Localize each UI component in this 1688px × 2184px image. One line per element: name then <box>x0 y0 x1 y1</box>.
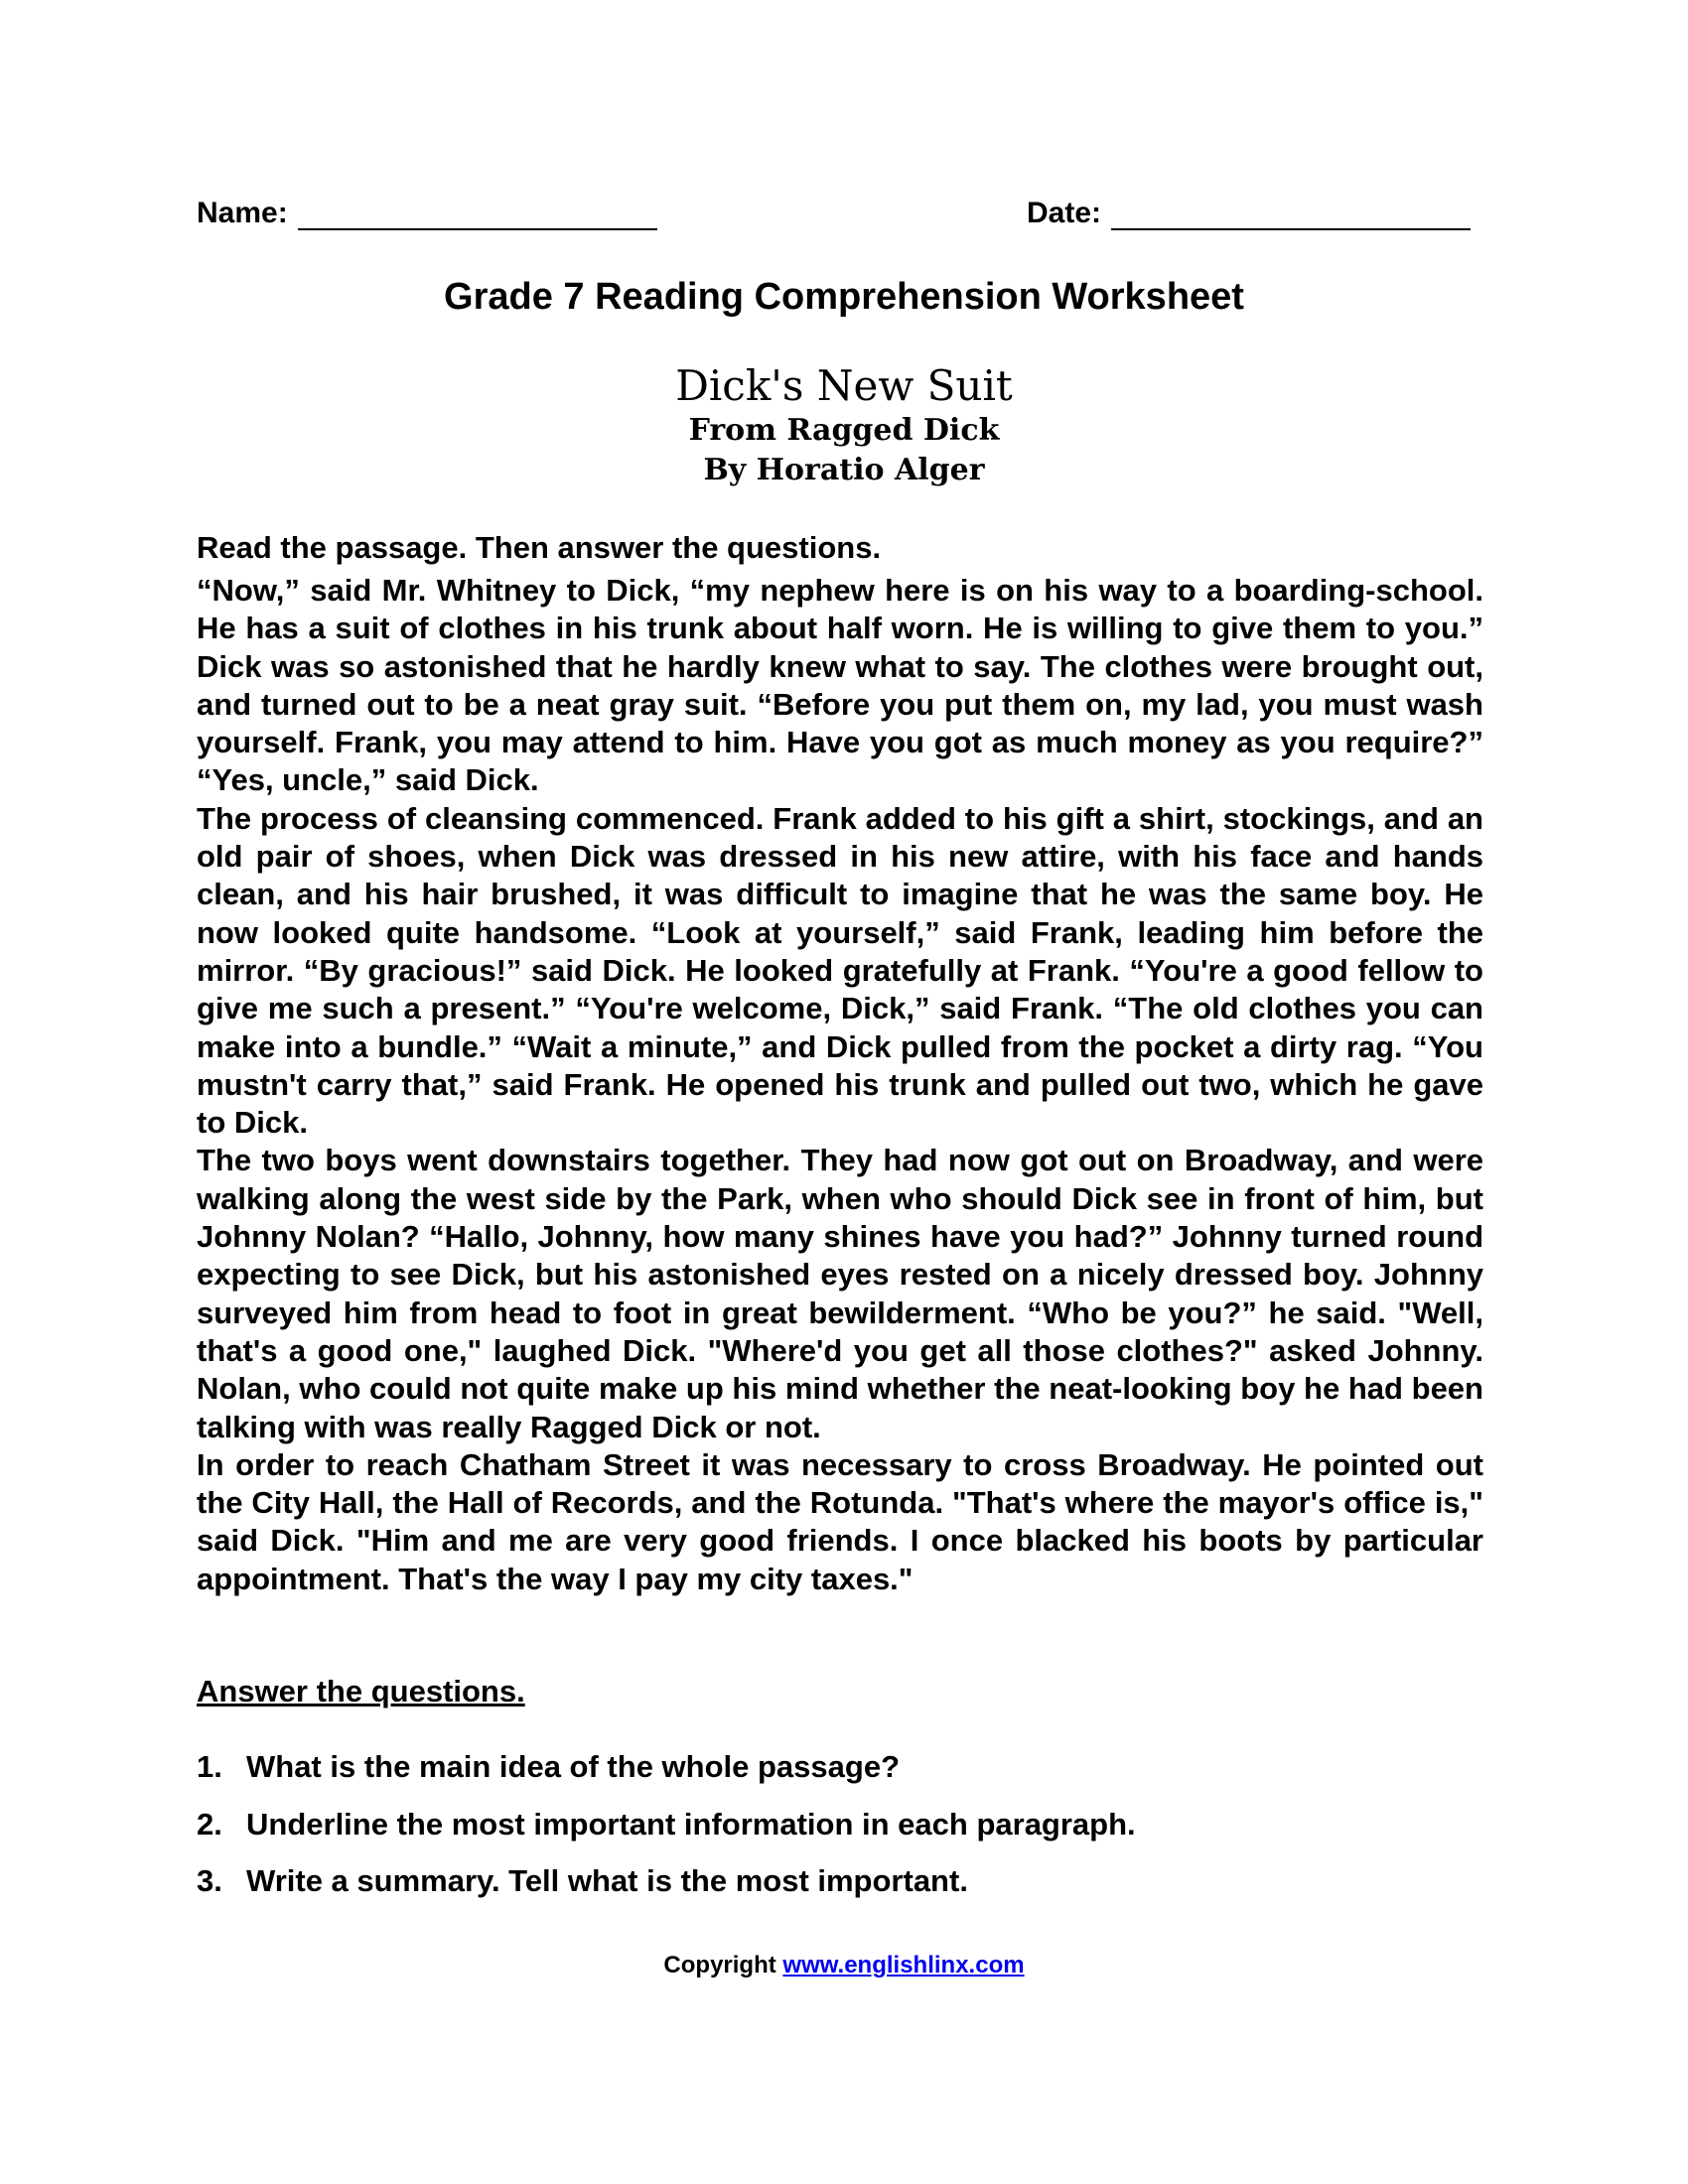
answer-heading: Answer the questions. <box>197 1674 525 1708</box>
name-field <box>197 197 657 230</box>
passage-paragraph: In order to reach Chatham Street it was necessary to cross Broadway. He pointed out the City Hall, the Hall of Records, and the Rotunda. "That's where the mayor's office is," said Dick. "Him and me are very good friends. I once blacked his boots by particular appointment. That's the way I pay my city taxes." <box>197 1446 1483 1596</box>
story-source: From Ragged Dick <box>688 413 1000 448</box>
date-blank-line <box>1111 199 1471 230</box>
date-label: Date: <box>1027 197 1102 229</box>
question-item <box>197 1863 1136 1921</box>
question-item <box>197 1749 1136 1807</box>
question-number: 3. <box>197 1863 222 1898</box>
story-author: By Horatio Alger <box>703 453 985 487</box>
story-title: Dick's New Suit <box>675 361 1013 410</box>
question-text: What is the main idea of the whole passage? <box>246 1749 901 1784</box>
copyright-link[interactable]: www.englishlinx.com <box>782 1952 1025 1979</box>
question-text: Underline the most important information in each paragraph. <box>246 1806 1136 1842</box>
question-list <box>197 1749 1136 1921</box>
copyright-footer <box>0 1952 1688 1979</box>
header-row <box>197 197 1482 246</box>
passage-paragraph: The process of cleansing commenced. Frank added to his gift a shirt, stockings, and an old pair of shoes, when Dick was dressed in his new attire, with his face and hands clean, and his hair brushed, it was difficult to imagine that he was the same boy. He now looked quite handsome. “Look at yourself,” said Frank, leading him before the mirror. “By gracious!” said Dick. He looked gratefully at Frank. “You're a good fellow to give me such a present.” “You're welcome, Dick,” said Frank. “The old clothes you can make into a bundle.” “Wait a minute,” and Dick pulled from the pocket a dirty rag. “You mustn't carry that,” said Frank. He opened his trunk and pulled out two, which he gave to Dick. <box>197 800 1483 1141</box>
copyright-label: Copyright <box>663 1952 776 1979</box>
passage <box>197 572 1483 1598</box>
worksheet-title: Grade 7 Reading Comprehension Worksheet <box>444 276 1244 318</box>
passage-paragraph: “Now,” said Mr. Whitney to Dick, “my nephew here is on his way to a boarding-school. He has a suit of clothes in his trunk about half worn. He is willing to give them to you.” Dick was so astonished that he hardly knew what to say. The clothes were brought out, and turned out to be a neat gray suit. “Before you put them on, my lad, you must wash yourself. Frank, you may attend to him. Have you got as much money as you require?” “Yes, uncle,” said Dick. <box>197 573 1483 798</box>
date-field <box>1027 197 1471 230</box>
name-label: Name: <box>197 197 288 229</box>
question-number: 2. <box>197 1806 222 1842</box>
passage-paragraph: The two boys went downstairs together. They had now got out on Broadway, and were walking along the west side by the Park, when who should Dick see in front of him, but Johnny Nolan? “Hallo, Johnny, how many shines have you had?” Johnny turned round expecting to see Dick, but his astonished eyes rested on a nicely dressed boy. Johnny surveyed him from head to foot in great bewilderment. “Who be you?” he said. "Well, that's a good one," laughed Dick. "Where'd you get all those clothes?" asked Johnny. Nolan, who could not quite make up his mind whether the neat-looking boy he had been talking with was really Ragged Dick or not. <box>197 1143 1483 1444</box>
name-blank-line <box>298 199 657 230</box>
question-number: 1. <box>197 1749 222 1784</box>
question-item <box>197 1807 1136 1864</box>
question-text: Write a summary. Tell what is the most important. <box>246 1863 968 1898</box>
instructions: Read the passage. Then answer the questions. <box>197 530 882 565</box>
